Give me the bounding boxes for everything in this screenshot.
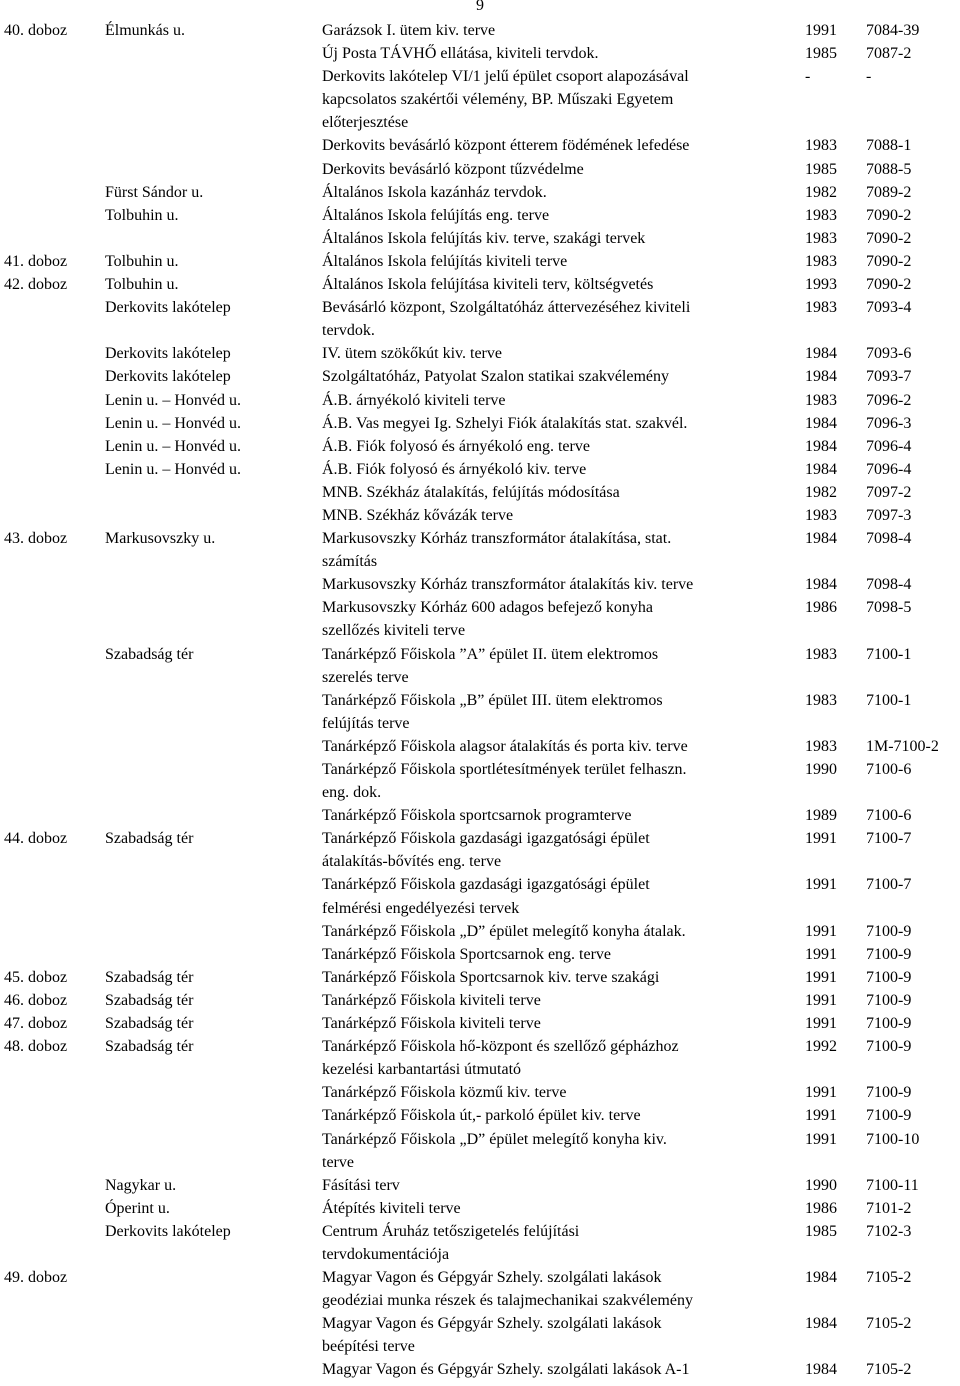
description-line: Tanárképző Főiskola sportcsarnok programterve [322, 807, 632, 825]
description-line: beépítési terve [322, 1338, 415, 1356]
description [322, 1081, 788, 1104]
description-line: Centrum Áruház tetőszigetelés felújítási [322, 1222, 580, 1240]
table-row [0, 204, 960, 227]
description-line: Tanárképző Főiskola út,- parkoló épület kiv. terve [322, 1107, 641, 1125]
description-line: tervdok. [322, 322, 375, 340]
file-code: 1M-7100-2 [866, 737, 939, 755]
year: 1984 [805, 1269, 837, 1287]
table-row [0, 1012, 960, 1035]
table-row [0, 643, 960, 689]
location: Tolbuhin u. [105, 276, 179, 294]
table-row [0, 158, 960, 181]
year: 1984 [805, 530, 837, 548]
location: Szabadság tér [105, 830, 194, 848]
description-line: Magyar Vagon és Gépgyár Szhely. szolgálati lakások A-1 [322, 1361, 690, 1379]
year: 1983 [805, 137, 837, 155]
description [322, 873, 788, 919]
description [322, 804, 788, 827]
location: Szabadság tér [105, 1038, 194, 1056]
box-number: 49. doboz [4, 1269, 68, 1287]
box-number: 41. doboz [4, 252, 68, 270]
description-line: Tanárképző Főiskola „D” épület melegítő konyha átalak. [322, 922, 686, 940]
year: 1991 [805, 922, 837, 940]
description [322, 389, 788, 412]
box-number: 48. doboz [4, 1038, 68, 1056]
description [322, 250, 788, 273]
file-code: 7097-2 [866, 483, 912, 501]
description-line: geodéziai munka részek és talajmechanikai szakvélemény [322, 1292, 693, 1310]
table-row [0, 504, 960, 527]
year: 1985 [805, 160, 837, 178]
year: 1993 [805, 276, 837, 294]
location: Derkovits lakótelep [105, 1222, 231, 1240]
description [322, 365, 788, 388]
description-line: Magyar Vagon és Gépgyár Szhely. szolgálati lakások [322, 1315, 662, 1333]
description-line: Tanárképző Főiskola kiviteli terve [322, 1015, 541, 1033]
location: Lenin u. – Honvéd u. [105, 391, 241, 409]
table-row [0, 1081, 960, 1104]
file-code: 7098-4 [866, 576, 912, 594]
year: 1984 [805, 576, 837, 594]
description-line: szellőzés kiviteli terve [322, 622, 466, 640]
box-number: 45. doboz [4, 968, 68, 986]
description-line: Tanárképző Főiskola ”A” épület II. ütem elektromos [322, 645, 659, 663]
location: Markusovszky u. [105, 530, 216, 548]
description [322, 1104, 788, 1127]
file-code: 7100-9 [866, 1038, 912, 1056]
table-row [0, 527, 960, 573]
table-row [0, 596, 960, 642]
file-code: 7100-9 [866, 1084, 912, 1102]
file-code: 7100-6 [866, 807, 912, 825]
table-row [0, 481, 960, 504]
description-line: Á.B. Vas megyei Ig. Szhelyi Fiók átalakítás stat. szakvél. [322, 414, 688, 432]
description [322, 435, 788, 458]
description [322, 573, 788, 596]
location: Szabadság tér [105, 968, 194, 986]
year: 1986 [805, 1199, 837, 1217]
description [322, 596, 788, 642]
description-line: Szolgáltatóház, Patyolat Szalon statikai szakvélemény [322, 368, 670, 386]
description-line: Fásítási terv [322, 1176, 400, 1194]
description [322, 1312, 788, 1358]
year: 1990 [805, 1176, 837, 1194]
file-code: 7093-6 [866, 345, 912, 363]
table-row [0, 943, 960, 966]
description [322, 1174, 788, 1197]
description-line: előterjesztése [322, 114, 409, 132]
description [322, 458, 788, 481]
location: Óperint u. [105, 1199, 170, 1217]
year: 1991 [805, 1015, 837, 1033]
file-code: 7100-9 [866, 922, 912, 940]
year: 1985 [805, 45, 837, 63]
year: - [805, 68, 811, 86]
description-line: eng. dok. [322, 784, 382, 802]
file-code: 7096-4 [866, 437, 912, 455]
description-line: Á.B. Fiók folyosó és árnyékoló eng. terve [322, 437, 590, 455]
file-code: 7096-2 [866, 391, 912, 409]
description-line: Markusovszky Kórház transzformátor átalakítása, stat. [322, 530, 672, 548]
table-row [0, 19, 960, 42]
description-line: Tanárképző Főiskola közmű kiv. terve [322, 1084, 567, 1102]
box-number: 40. doboz [4, 22, 68, 39]
file-code: 7105-2 [866, 1315, 912, 1333]
description [322, 827, 788, 873]
location: Fürst Sándor u. [105, 183, 204, 201]
description-line: átalakítás-bővítés eng. terve [322, 853, 502, 871]
description [322, 943, 788, 966]
description-line: Tanárképző Főiskola kiviteli terve [322, 991, 541, 1009]
year: 1991 [805, 1107, 837, 1125]
description [322, 527, 788, 573]
description-line: felmérési engedélyezési tervek [322, 899, 520, 917]
year: 1984 [805, 437, 837, 455]
table-row [0, 689, 960, 735]
table-row [0, 989, 960, 1012]
file-code: 7100-7 [866, 876, 912, 894]
year: 1983 [805, 391, 837, 409]
table-row [0, 42, 960, 65]
year: 1984 [805, 1361, 837, 1379]
table-row [0, 365, 960, 388]
file-code: 7090-2 [866, 252, 912, 270]
description-line: Derkovits bevásárló központ tűzvédelme [322, 160, 584, 178]
description-line: MNB. Székház átalakítás, felújítás módosítása [322, 483, 620, 501]
file-code: 7097-3 [866, 506, 912, 524]
description-line: Markusovszky Kórház transzformátor átalakítás kiv. terve [322, 576, 694, 594]
table-row [0, 181, 960, 204]
year: 1983 [805, 299, 837, 317]
year: 1984 [805, 460, 837, 478]
year: 1991 [805, 945, 837, 963]
table-row [0, 966, 960, 989]
file-code: 7100-11 [866, 1176, 919, 1194]
table-row [0, 1220, 960, 1266]
year: 1983 [805, 506, 837, 524]
description-line: Tanárképző Főiskola „B” épület III. ütem elektromos [322, 691, 663, 709]
description [322, 989, 788, 1012]
description [322, 1266, 788, 1312]
description [322, 1220, 788, 1266]
table-row [0, 134, 960, 157]
location: Derkovits lakótelep [105, 299, 231, 317]
description-line: Derkovits lakótelep VI/1 jelű épület csoport alapozásával [322, 68, 689, 86]
description-line: Tanárképző Főiskola alagsor átalakítás és porta kiv. terve [322, 737, 688, 755]
table-row [0, 1197, 960, 1220]
description-line: terve [322, 1153, 354, 1171]
year: 1991 [805, 876, 837, 894]
file-code: 7089-2 [866, 183, 912, 201]
table-row [0, 827, 960, 873]
description [322, 19, 788, 42]
description-line: Általános Iskola felújítás eng. terve [322, 206, 550, 224]
table-row [0, 273, 960, 296]
description [322, 181, 788, 204]
description-line: Tanárképző Főiskola gazdasági igazgatósági épület [322, 830, 650, 848]
description [322, 65, 788, 134]
description-line: tervdokumentációja [322, 1245, 450, 1263]
file-code: 7100-1 [866, 691, 912, 709]
table-row [0, 1104, 960, 1127]
file-code: 7090-2 [866, 206, 912, 224]
table-row [0, 296, 960, 342]
year: 1991 [805, 1130, 837, 1148]
file-code: 7088-5 [866, 160, 912, 178]
description [322, 966, 788, 989]
file-code: - [866, 68, 872, 86]
description [322, 1128, 788, 1174]
box-number: 42. doboz [4, 276, 68, 294]
description-line: Magyar Vagon és Gépgyár Szhely. szolgálati lakások [322, 1269, 662, 1287]
file-code: 7100-6 [866, 761, 912, 778]
year: 1991 [805, 1084, 837, 1102]
description [322, 204, 788, 227]
file-code: 7098-4 [866, 530, 912, 548]
box-number: 43. doboz [4, 530, 68, 548]
description [322, 689, 788, 735]
description-line: felújítás terve [322, 714, 410, 732]
location: Lenin u. – Honvéd u. [105, 460, 241, 478]
description [322, 273, 788, 296]
description [322, 42, 788, 65]
file-code: 7100-10 [866, 1130, 920, 1148]
year: 1983 [805, 206, 837, 224]
table-row [0, 1358, 960, 1381]
file-code: 7101-2 [866, 1199, 912, 1217]
description-line: szerelés terve [322, 668, 409, 686]
description-line: Markusovszky Kórház 600 adagos befejező konyha [322, 599, 654, 617]
archive-listing [0, 19, 960, 1382]
table-row [0, 1266, 960, 1312]
file-code: 7105-2 [866, 1269, 912, 1287]
description [322, 412, 788, 435]
year: 1992 [805, 1038, 837, 1056]
description-line: Új Posta TÁVHŐ ellátása, kiviteli tervdok. [322, 45, 599, 63]
description [322, 920, 788, 943]
year: 1982 [805, 183, 837, 201]
file-code: 7096-3 [866, 414, 912, 432]
description-line: Általános Iskola kazánház tervdok. [322, 183, 547, 201]
description-line: Tanárképző Főiskola „D” épület melegítő konyha kiv. [322, 1130, 667, 1148]
file-code: 7090-2 [866, 276, 912, 294]
year: 1983 [805, 691, 837, 709]
location: Derkovits lakótelep [105, 345, 231, 363]
description-line: Garázsok I. ütem kiv. terve [322, 22, 496, 39]
table-row [0, 412, 960, 435]
location: Derkovits lakótelep [105, 368, 231, 386]
table-row [0, 920, 960, 943]
description-line: Tanárképző Főiskola gazdasági igazgatósági épület [322, 876, 650, 894]
year: 1982 [805, 483, 837, 501]
description-line: kezelési karbantartási útmutató [322, 1061, 522, 1079]
box-number: 44. doboz [4, 830, 68, 848]
box-number: 46. doboz [4, 991, 68, 1009]
description-line: MNB. Székház kővázák terve [322, 506, 514, 524]
description [322, 1197, 788, 1220]
file-code: 7100-7 [866, 830, 912, 848]
file-code: 7093-7 [866, 368, 912, 386]
location: Szabadság tér [105, 991, 194, 1009]
file-code: 7105-2 [866, 1361, 912, 1379]
location: Nagykar u. [105, 1176, 177, 1194]
location: Lenin u. – Honvéd u. [105, 437, 241, 455]
table-row [0, 1035, 960, 1081]
location: Élmunkás u. [105, 22, 185, 39]
file-code: 7100-9 [866, 945, 912, 963]
location: Tolbuhin u. [105, 206, 179, 224]
table-row [0, 1128, 960, 1174]
file-code: 7096-4 [866, 460, 912, 478]
year: 1991 [805, 22, 837, 39]
description [322, 1012, 788, 1035]
table-row [0, 873, 960, 919]
description [322, 1358, 788, 1381]
box-number: 47. doboz [4, 1015, 68, 1033]
description [322, 296, 788, 342]
description [322, 735, 788, 758]
table-row [0, 804, 960, 827]
description-line: Általános Iskola felújítás kiviteli terve [322, 252, 568, 270]
year: 1984 [805, 345, 837, 363]
table-row [0, 435, 960, 458]
table-row [0, 65, 960, 134]
description-line: Bevásárló központ, Szolgáltatóház áttervezéséhez kiviteli [322, 299, 691, 317]
description [322, 342, 788, 365]
table-row [0, 1312, 960, 1358]
year: 1990 [805, 761, 837, 778]
description [322, 134, 788, 157]
year: 1989 [805, 807, 837, 825]
description-line: Általános Iskola felújítása kiviteli terv, költségvetés [322, 276, 654, 294]
file-code: 7098-5 [866, 599, 912, 617]
year: 1983 [805, 229, 837, 247]
description-line: Tanárképző Főiskola sportlétesítmények terület felhaszn. [322, 761, 687, 778]
file-code: 7088-1 [866, 137, 912, 155]
year: 1991 [805, 991, 837, 1009]
description-line: Általános Iskola felújítás kiv. terve, szakági tervek [322, 229, 646, 247]
description-line: Átépítés kiviteli terve [322, 1199, 461, 1217]
year: 1984 [805, 368, 837, 386]
table-row [0, 573, 960, 596]
year: 1983 [805, 252, 837, 270]
page-number: 9 [476, 0, 484, 14]
location: Tolbuhin u. [105, 252, 179, 270]
file-code: 7100-9 [866, 991, 912, 1009]
description-line: Á.B. árnyékoló kiviteli terve [322, 391, 506, 409]
year: 1986 [805, 599, 837, 617]
year: 1985 [805, 1222, 837, 1240]
description-line: Tanárképző Főiskola Sportcsarnok kiv. terve szakági [322, 968, 660, 986]
description [322, 1035, 788, 1081]
year: 1983 [805, 645, 837, 663]
description-line: IV. ütem szökőkút kiv. terve [322, 345, 502, 363]
file-code: 7100-9 [866, 968, 912, 986]
file-code: 7084-39 [866, 22, 920, 39]
year: 1991 [805, 830, 837, 848]
table-row [0, 227, 960, 250]
description [322, 504, 788, 527]
table-row [0, 458, 960, 481]
description [322, 758, 788, 804]
description-line: számítás [322, 553, 378, 571]
description [322, 158, 788, 181]
description-line: Derkovits bevásárló központ étterem födémének lefedése [322, 137, 690, 155]
description [322, 227, 788, 250]
year: 1984 [805, 414, 837, 432]
table-row [0, 389, 960, 412]
location: Szabadság tér [105, 645, 194, 663]
location: Szabadság tér [105, 1015, 194, 1033]
table-row [0, 758, 960, 804]
year: 1984 [805, 1315, 837, 1333]
file-code: 7090-2 [866, 229, 912, 247]
description-line: Tanárképző Főiskola hő-központ és szellőző gépházhoz [322, 1038, 679, 1056]
file-code: 7093-4 [866, 299, 912, 317]
location: Lenin u. – Honvéd u. [105, 414, 241, 432]
table-row [0, 1174, 960, 1197]
file-code: 7100-1 [866, 645, 912, 663]
table-row [0, 250, 960, 273]
file-code: 7102-3 [866, 1222, 912, 1240]
year: 1991 [805, 968, 837, 986]
description-line: kapcsolatos szakértői vélemény, BP. Műszaki Egyetem [322, 91, 674, 109]
description-line: Tanárképző Főiskola Sportcsarnok eng. terve [322, 945, 612, 963]
table-row [0, 735, 960, 758]
file-code: 7100-9 [866, 1015, 912, 1033]
file-code: 7087-2 [866, 45, 912, 63]
description [322, 481, 788, 504]
file-code: 7100-9 [866, 1107, 912, 1125]
description-line: Á.B. Fiók folyosó és árnyékoló kiv. terve [322, 460, 587, 478]
table-row [0, 342, 960, 365]
year: 1983 [805, 737, 837, 755]
description [322, 643, 788, 689]
